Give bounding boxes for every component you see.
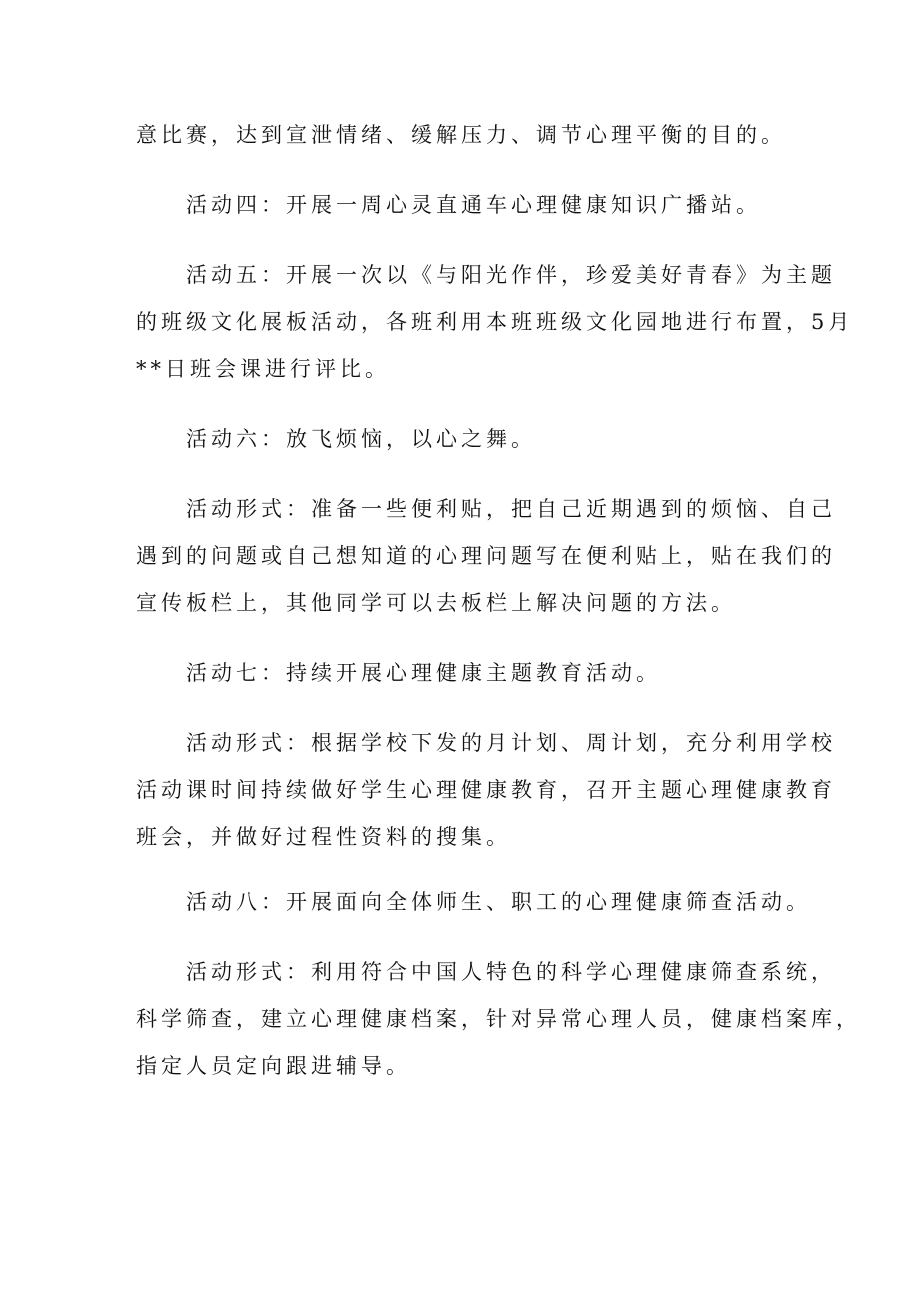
text-line: 活动五：开展一次以《与阳光作伴，珍爱美好青春》为主题 <box>186 263 836 287</box>
paragraph-activity-7 <box>136 650 798 697</box>
text-line: 指定人员定向跟进辅导。 <box>136 1054 411 1078</box>
text-line: 活动形式：根据学校下发的月计划、周计划，充分利用学校 <box>186 731 836 755</box>
text-line: 的班级文化展板活动，各班利用本班班级文化园地进行布置，5月 <box>136 310 854 334</box>
text-line: 宣传板栏上，其他同学可以去板栏上解决问题的方法。 <box>136 591 736 615</box>
paragraph-activity-5 <box>136 252 854 393</box>
paragraph-activity-6-form <box>136 486 836 627</box>
paragraph-activity-7-form <box>136 720 836 861</box>
text-line: 活动八：开展面向全体师生、职工的心理健康筛查活动。 <box>186 890 811 914</box>
text-line: 科学筛查，建立心理健康档案，针对异常心理人员，健康档案库， <box>136 1007 861 1031</box>
text-line: 活动形式：准备一些便利贴，把自己近期遇到的烦恼、自己 <box>186 497 836 521</box>
text-line: 活动七：持续开展心理健康主题教育活动。 <box>186 661 661 685</box>
document-body <box>136 112 861 1090</box>
text-line: 活动课时间持续做好学生心理健康教育，召开主题心理健康教育 <box>136 778 836 802</box>
text-line: 活动四：开展一周心灵直通车心理健康知识广播站。 <box>186 193 761 217</box>
text-line: 意比赛，达到宣泄情绪、缓解压力、调节心理平衡的目的。 <box>136 123 786 147</box>
text-line: 活动六：放飞烦恼，以心之舞。 <box>186 427 536 451</box>
text-line: 遇到的问题或自己想知道的心理问题写在便利贴上，贴在我们的 <box>136 544 836 568</box>
paragraph-activity-8 <box>136 879 811 926</box>
paragraph-competition-purpose <box>136 112 798 159</box>
paragraph-activity-4 <box>136 182 798 229</box>
text-line: 班会，并做好过程性资料的搜集。 <box>136 825 511 849</box>
text-line: 活动形式：利用符合中国人特色的科学心理健康筛查系统， <box>186 960 836 984</box>
paragraph-activity-8-form <box>136 949 861 1090</box>
paragraph-activity-6 <box>136 416 798 463</box>
text-line: **日班会课进行评比。 <box>136 357 390 381</box>
